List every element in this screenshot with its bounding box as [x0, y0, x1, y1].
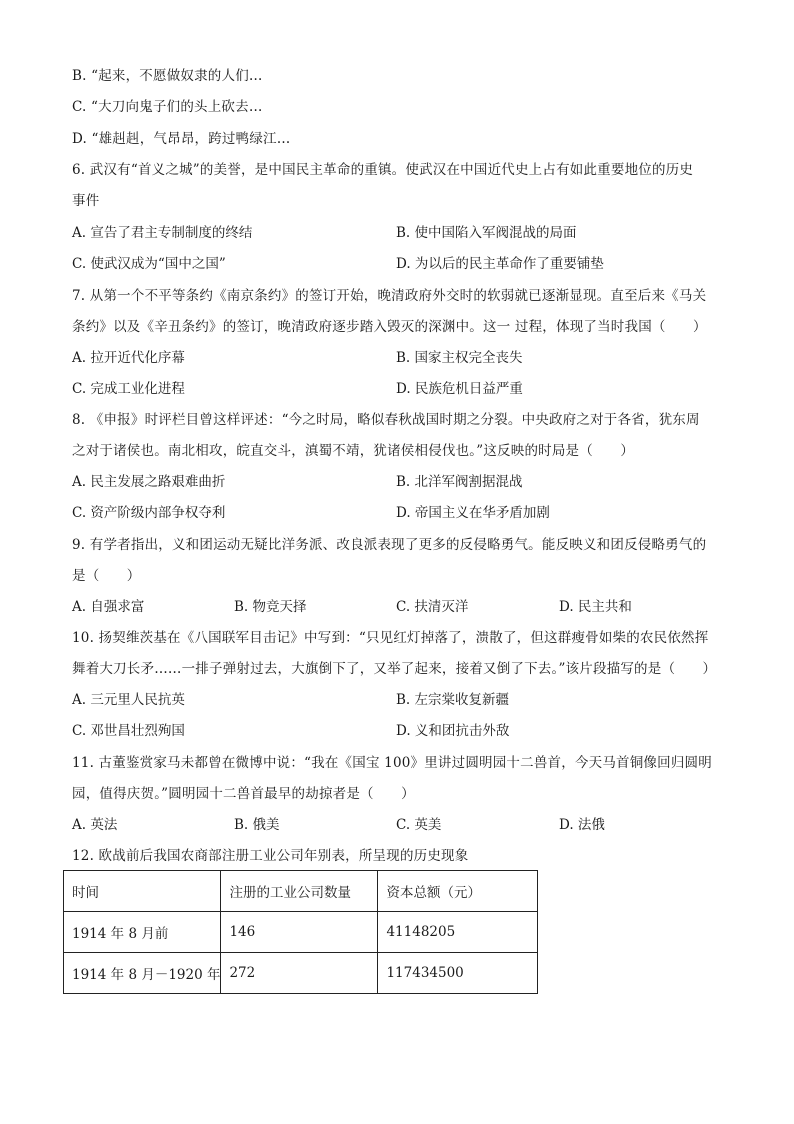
q6-option-c: C. 使武汉成为“国中之国”: [72, 256, 226, 272]
table-header-cell: 资本总额（元）: [378, 871, 538, 912]
q7-option-d: D. 民族危机日益严重: [396, 381, 523, 397]
table-cell: 41148205: [378, 912, 538, 953]
table-cell: 146: [221, 912, 378, 953]
q6-stem: 6. 武汉有“首义之城”的美誉，是中国民主革命的重镇。使武汉在中国近代史上占有如此重要地位的历史: [72, 162, 694, 178]
q10-stem: 10. 扬契维茨基在《八国联军目击记》中写到：“只见红灯掉落了，溃散了，但这群瘦骨如柴的农民依然挥: [72, 630, 709, 646]
q7-option-c: C. 完成工业化进程: [72, 381, 185, 397]
q9-stem-cont: 是（ ）: [72, 568, 141, 584]
q8-stem-cont: 之对于诸侯也。南北相攻，皖直交斗，滇蜀不靖，犹诸侯相侵伐也。”这反映的时局是（ ）: [72, 443, 635, 459]
q10-option-a: A. 三元里人民抗英: [72, 692, 185, 708]
q12-stem: 12. 欧战前后我国农商部注册工业公司年别表，所呈现的历史现象: [72, 848, 469, 864]
q8-option-b: B. 北洋军阀割据混战: [396, 474, 523, 490]
table-header-row: [64, 871, 538, 912]
table-row: [64, 953, 538, 994]
table-cell: 1914 年 8 月前: [64, 912, 221, 953]
table-cell: 272: [221, 953, 378, 994]
q9-option-b: B. 物竞天择: [234, 599, 307, 615]
option-d: D. “雄赳赳，气昂昂，跨过鸭绿江…: [72, 131, 291, 147]
q11-option-a: A. 英法: [72, 817, 118, 833]
q9-option-c: C. 扶清灭洋: [396, 599, 469, 615]
q8-option-c: C. 资产阶级内部争权夺利: [72, 505, 226, 521]
q7-stem-cont: 条约》以及《辛丑条约》的签订，晚清政府逐步踏入毁灭的深渊中。这一 过程，体现了当时我国（ ）: [72, 319, 707, 335]
q8-option-d: D. 帝国主义在华矛盾加剧: [396, 505, 550, 521]
option-b: B. “起来，不愿做奴隶的人们…: [72, 68, 263, 84]
table-header-cell: 注册的工业公司数量: [221, 871, 378, 912]
q10-option-c: C. 邓世昌壮烈殉国: [72, 723, 185, 739]
table-cell: 117434500: [378, 953, 538, 994]
option-c: C. “大刀向鬼子们的头上砍去…: [72, 99, 263, 115]
q8-option-a: A. 民主发展之路艰难曲折: [72, 474, 226, 490]
q9-stem: 9. 有学者指出，义和团运动无疑比洋务派、改良派表现了更多的反侵略勇气。能反映义和团反侵略勇气的: [72, 537, 707, 553]
q9-option-d: D. 民主共和: [559, 599, 632, 615]
q10-option-d: D. 义和团抗击外敌: [396, 723, 510, 739]
q10-option-b: B. 左宗棠收复新疆: [396, 692, 510, 708]
registration-table: [63, 870, 538, 994]
q11-option-c: C. 英美: [396, 817, 442, 833]
q10-stem-cont: 舞着大刀长矛……一排子弹射过去，大旗倒下了，又举了起来，接着又倒了下去。”该片段描写的是（ ）: [72, 661, 717, 677]
q11-stem-cont: 园，值得庆贺。”圆明园十二兽首最早的劫掠者是（ ）: [72, 786, 415, 802]
q6-option-a: A. 宣告了君主专制制度的终结: [72, 225, 253, 241]
q9-option-a: A. 自强求富: [72, 599, 145, 615]
table-cell: 1914 年 8 月－1920 年: [64, 953, 221, 994]
q7-option-a: A. 拉开近代化序幕: [72, 350, 185, 366]
q8-stem: 8. 《申报》时评栏目曾这样评述：“今之时局，略似春秋战国时期之分裂。中央政府之对于各省，犹东周: [72, 412, 700, 428]
table-row: [64, 912, 538, 953]
q7-option-b: B. 国家主权完全丧失: [396, 350, 523, 366]
q7-stem: 7. 从第一个不平等条约《南京条约》的签订开始，晚清政府外交时的软弱就已逐渐显现。直至后来《马关: [72, 288, 707, 304]
q11-stem: 11. 古董鉴赏家马未都曾在微博中说：“我在《国宝 100》里讲过圆明园十二兽首，今天马首铜像回归圆明: [72, 755, 712, 771]
q6-option-b: B. 使中国陷入军阀混战的局面: [396, 225, 577, 241]
q11-option-d: D. 法俄: [559, 817, 605, 833]
table-header-cell: 时间: [64, 871, 221, 912]
q6-option-d: D. 为以后的民主革命作了重要铺垫: [396, 256, 604, 272]
q11-option-b: B. 俄美: [234, 817, 280, 833]
q6-stem-cont: 事件: [72, 193, 100, 209]
